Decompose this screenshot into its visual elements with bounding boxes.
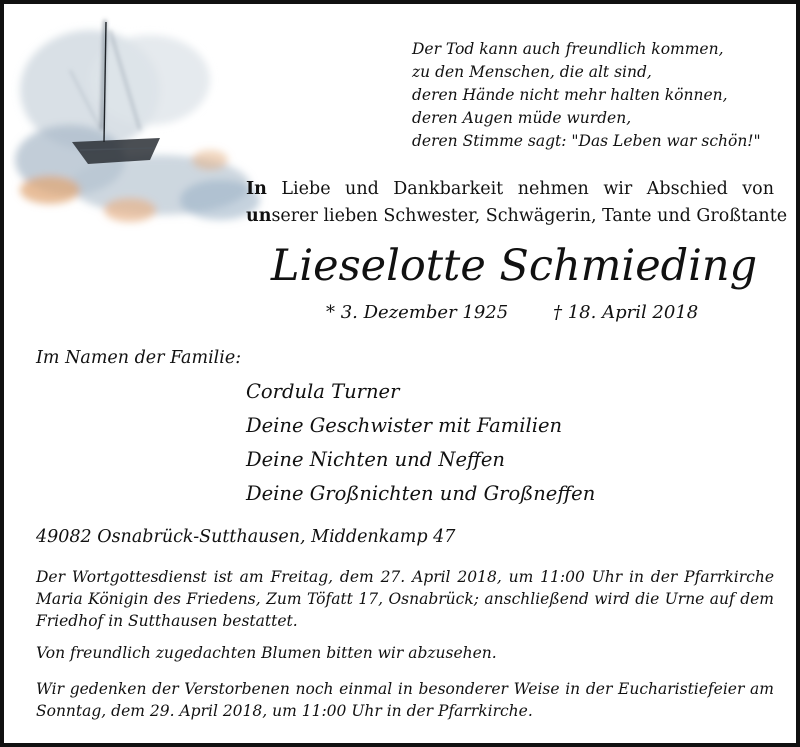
intro-text: Liebe und Dankbarkeit nehmen wir Abschied von bbox=[266, 179, 774, 199]
poem bbox=[412, 38, 798, 153]
mourner: Cordula Turner bbox=[246, 380, 400, 403]
sailboat-watercolor-image bbox=[10, 10, 270, 244]
intro-line-2 bbox=[246, 203, 788, 230]
intro-text: serer lieben Schwester, Schwägerin, Tante und Großtante bbox=[271, 206, 788, 226]
intro-line-1 bbox=[246, 176, 774, 203]
mass-notice: Wir gedenken der Verstorbenen noch einmal in besonderer Weise in der Eucharistiefeier am Sonntag, dem 29. April 2018, um 11:00 Uhr in der Pfarrkirche. bbox=[36, 680, 774, 720]
watercolor-wash bbox=[15, 30, 260, 222]
family-address: 49082 Osnabrück-Sutthausen, Middenkamp 47 bbox=[36, 527, 456, 547]
deceased-name: Lieselotte Schmieding bbox=[270, 241, 758, 291]
intro-initial: In bbox=[246, 179, 267, 199]
mourner: Deine Nichten und Neffen bbox=[246, 448, 505, 471]
poem-line: deren Stimme sagt: "Das Leben war schön!" bbox=[412, 132, 761, 150]
mourner: Deine Geschwister mit Familien bbox=[246, 414, 563, 437]
mourner: Deine Großnichten und Großneffen bbox=[246, 482, 596, 505]
birth-date: * 3. Dezember 1925 bbox=[326, 302, 509, 323]
poem-line: deren Augen müde wurden, bbox=[412, 109, 632, 127]
poem-line: zu den Menschen, die alt sind, bbox=[412, 63, 652, 81]
intro-initial: un bbox=[246, 206, 272, 226]
mourners-list bbox=[246, 375, 595, 511]
poem-line: Der Tod kann auch freundlich kommen, bbox=[412, 40, 724, 58]
family-label: Im Namen der Familie: bbox=[36, 348, 242, 368]
service-notice: Der Wortgottesdienst ist am Freitag, dem 27. April 2018, um 11:00 Uhr in der Pfarrkirche Maria Königin des Friedens, Zum Töfatt 17, Osnabrück; anschließend wird die Urne auf dem Friedhof in Sutthausen bestattet. bbox=[36, 568, 774, 630]
poem-line: deren Hände nicht mehr halten können, bbox=[412, 86, 728, 104]
death-date: † 18. April 2018 bbox=[553, 302, 699, 323]
farewell-intro bbox=[246, 176, 788, 230]
flowers-notice: Von freundlich zugedachten Blumen bitten wir abzusehen. bbox=[36, 644, 497, 662]
